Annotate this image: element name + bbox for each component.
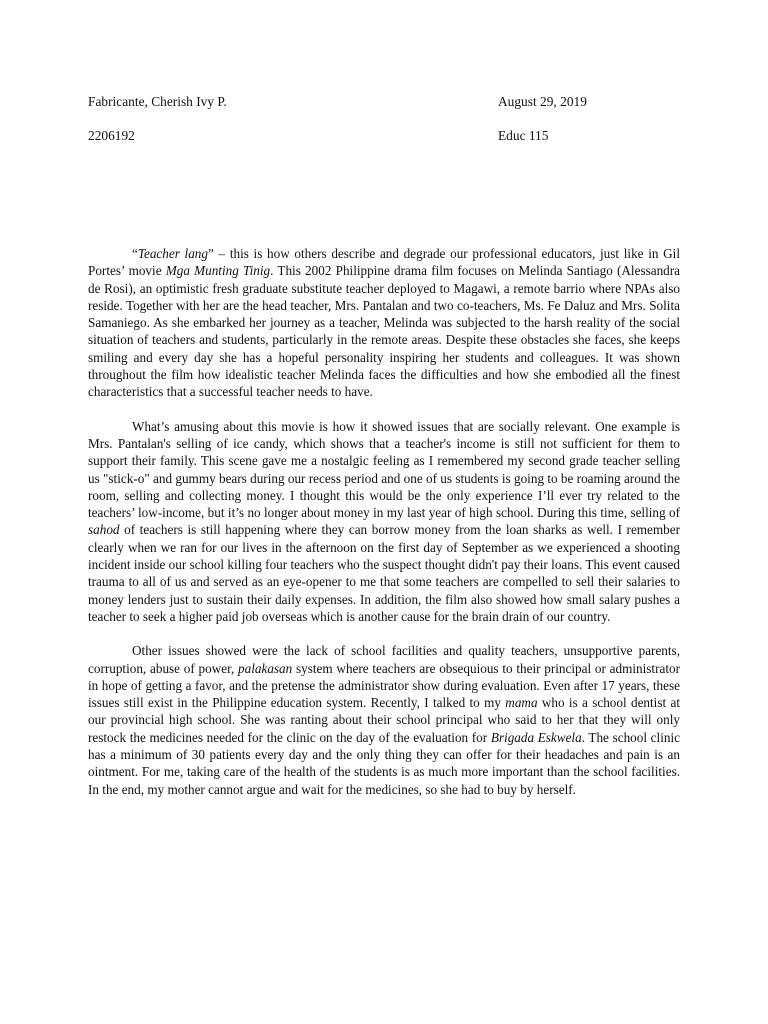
author-name: Fabricante, Cherish Ivy P.: [88, 94, 227, 109]
student-number: 2206192: [88, 128, 135, 143]
paragraph-1: “Teacher lang” – this is how others describe and degrade our professional educators, just like in Gil Portes’ movie Mga Munting Tinig. This 2002 Philippine drama film focuses on Melinda Santiago (Alessandra de Rosi), an optimistic fresh graduate substitute teacher deployed to Magawi, a remote barrio where NPAs also reside. Together with her are the head teacher, Mrs. Pantalan and two co-teachers, Ms. Fe Daluz and Mrs. Solita Samaniego. As she embarked her journey as a teacher, Melinda was subjected to the harsh reality of the social situation of teachers and students, particularly in the remote areas. Despite these obstacles she faces, she keeps smiling and every day she has a hopeful personality inspiring her students and colleagues. It was shown throughout the film how idealistic teacher Melinda faces the difficulties and how she embodied all the finest characteristics that a successful teacher needs to have.: [88, 246, 681, 400]
essay-body: [88, 245, 680, 815]
italic-term: palakasan: [238, 660, 293, 676]
essay-date: August 29, 2019: [498, 94, 587, 109]
paragraph-2: What’s amusing about this movie is how it showed issues that are socially relevant. One example is Mrs. Pantalan's selling of ice candy, which shows that a teacher's income is still not sufficient for them to support their family. This scene gave me a nostalgic feeling as I remembered my second grade teacher selling us "stick-o" and gummy bears during our recess period and one of us students is going to be roaming around the room, selling and collecting money. I thought this would be the only experience I’ll ever try related to the teachers’ low-income, but it’s no longer about money in my last year of high school. During this time, selling of sahod of teachers is still happening where they can borrow money from the loan sharks as well. I remember clearly when we ran for our lives in the afternoon on the first day of September as we experienced a shooting incident inside our school killing four teachers who the suspect thought didn't pay their loans. This event caused trauma to all of us and served as an eye-opener to me that some teachers are compelled to sell their salaries to money lenders just to sustain their daily expenses. In addition, the film also showed how small salary pushes a teacher to seek a higher paid job overseas which is another cause for the brain drain of our country.: [88, 418, 680, 624]
paragraph-3: Other issues showed were the lack of school facilities and quality teachers, unsupportive parents, corruption, abuse of power, palakasan system where teachers are obsequious to their principal or administrator in hope of getting a favor, and the pretense the administrator show during evaluation. Even after 17 years, these issues still exist in the Philippine education system. Recently, I talked to my mama who is a school dentist at our provincial high school. She was ranting about their school principal who said to her that they will only restock the medicines needed for the clinic on the day of the evaluation for Brigada Eskwela. The school clinic has a minimum of 30 patients every day and the only thing they can offer for their headaches and pain is an ointment. For me, taking care of the health of the students is as much more important than the school facilities. In the end, my mother cannot argue and wait for the medicines, so she had to buy by herself.: [88, 643, 680, 797]
italic-term: Mga Munting Tinig: [165, 263, 271, 279]
italic-term: Brigada Eskwela: [490, 729, 582, 745]
italic-term: sahod: [88, 522, 120, 538]
course-code: Educ 115: [498, 128, 549, 143]
italic-term: Teacher lang: [137, 246, 208, 261]
italic-term: mama: [505, 695, 538, 711]
